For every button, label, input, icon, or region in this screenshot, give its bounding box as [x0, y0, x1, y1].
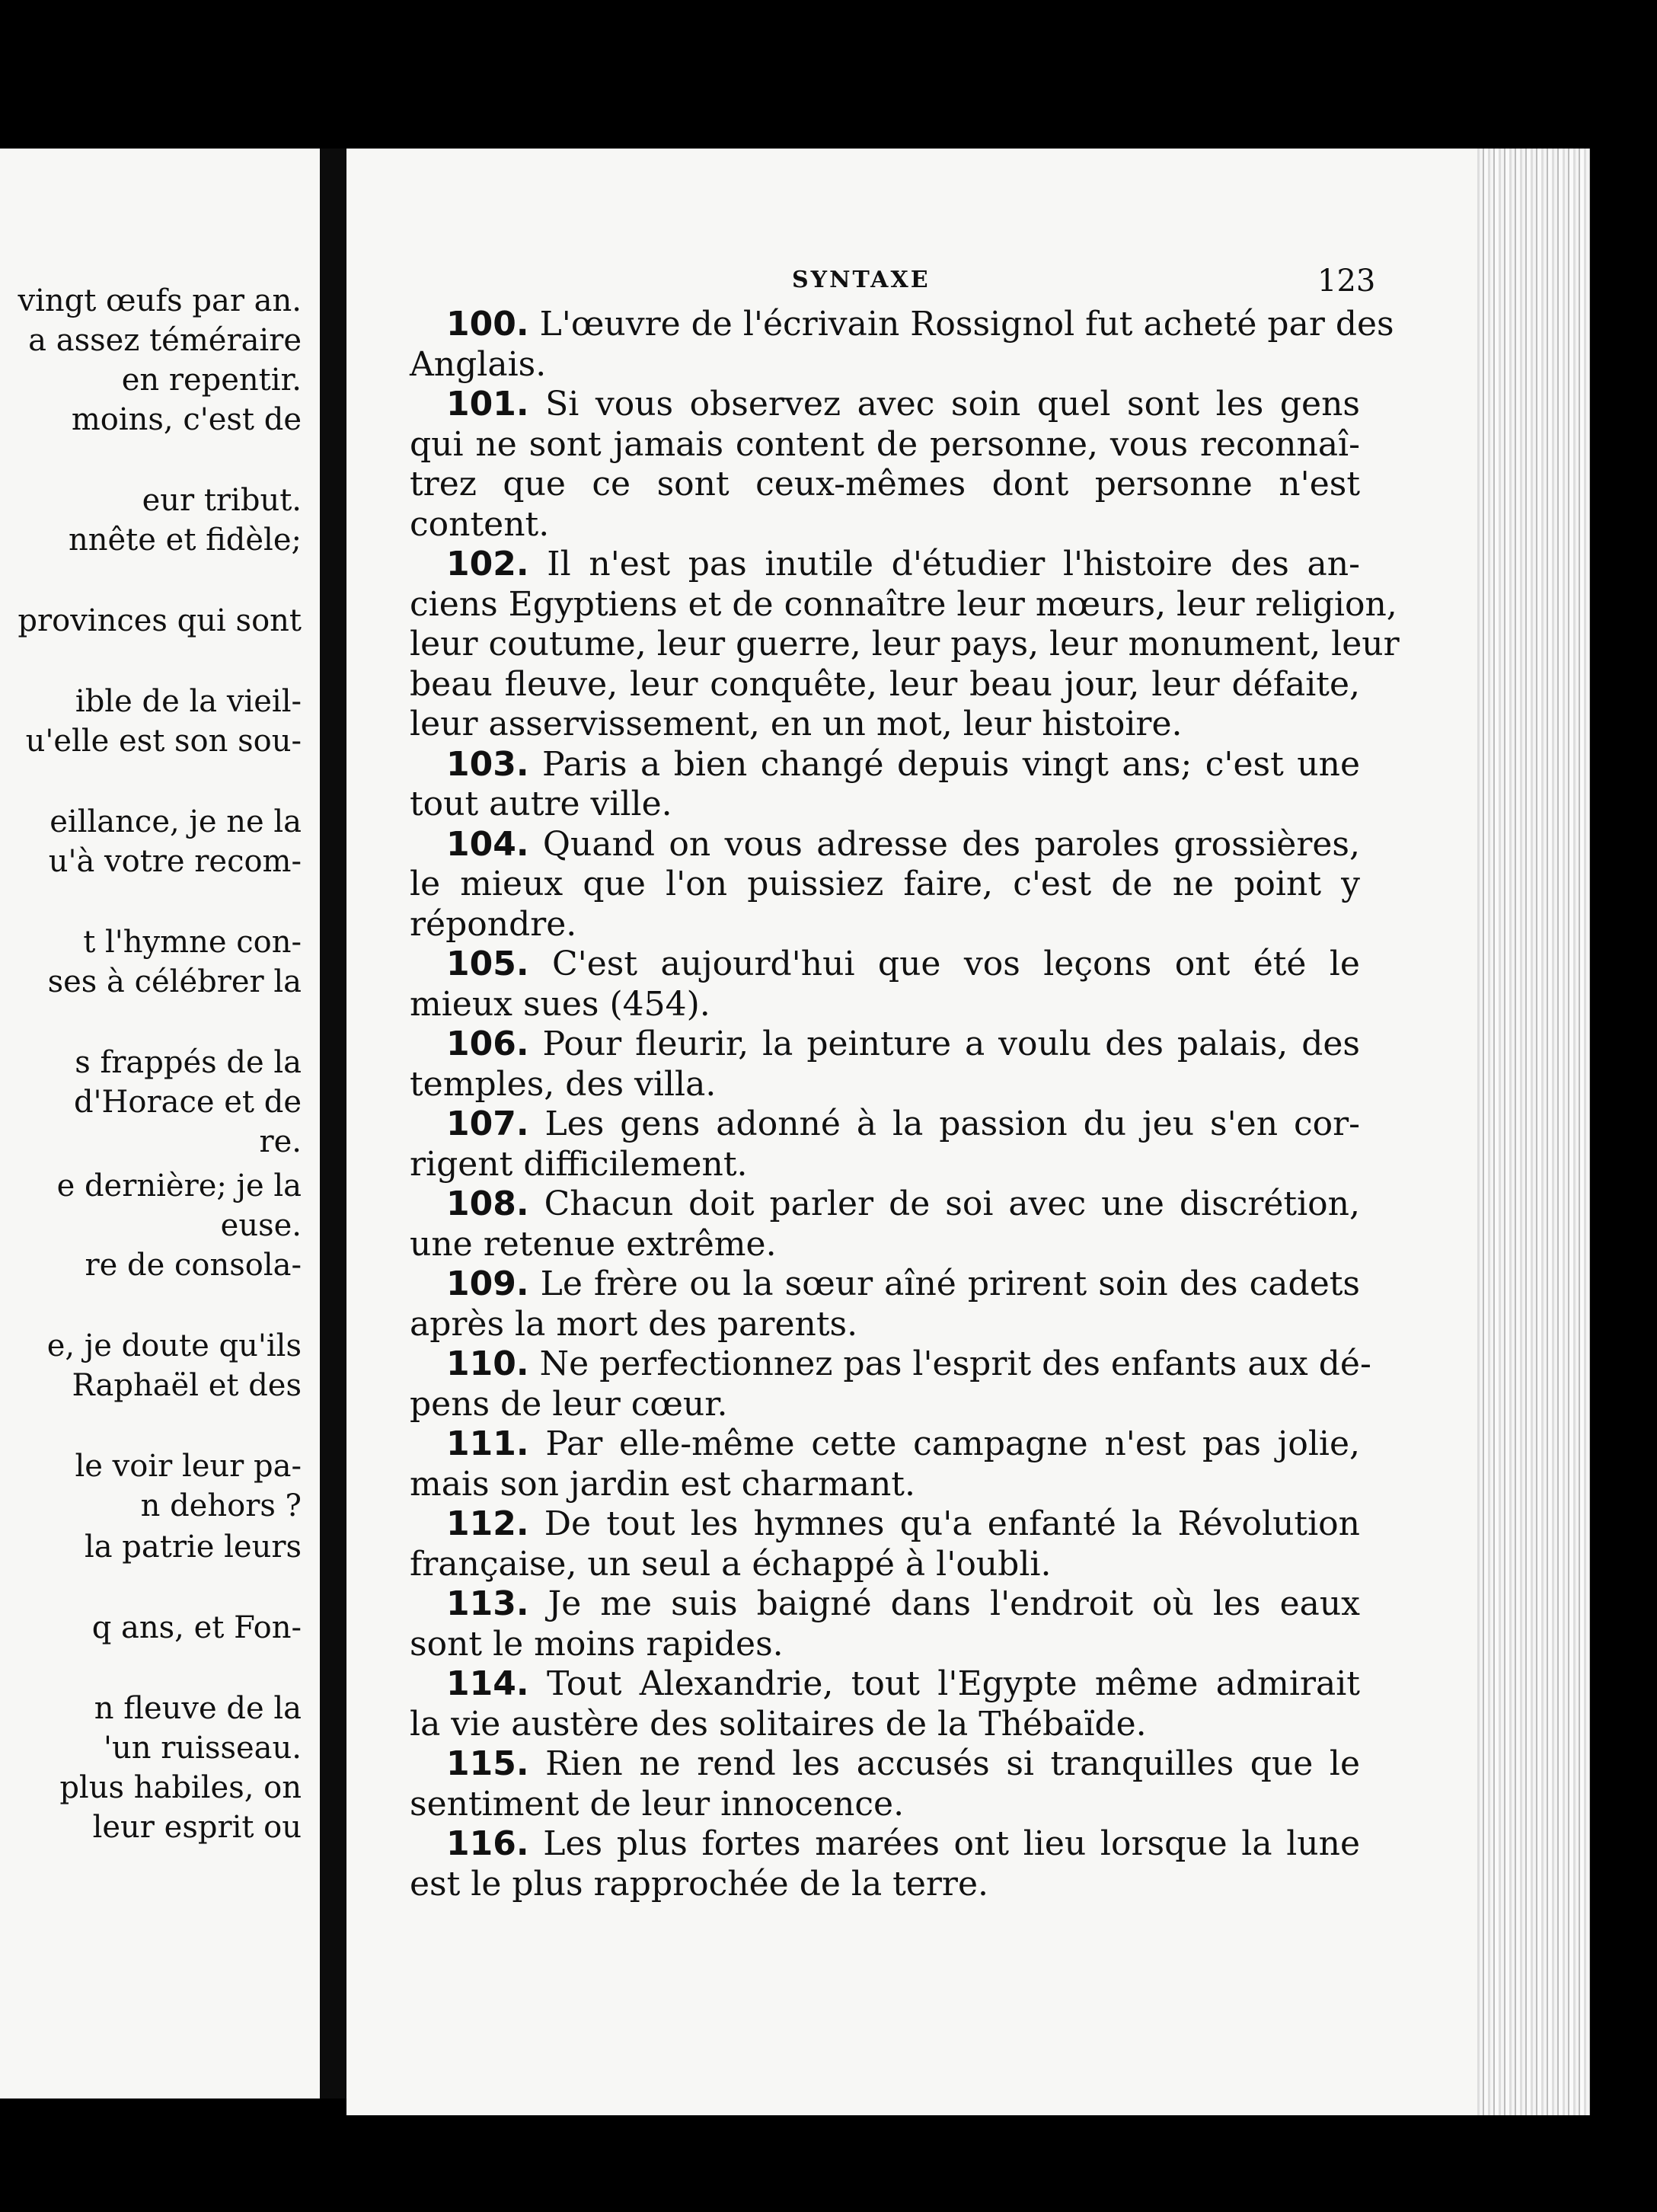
exercise-line [410, 465, 1360, 504]
exercise-text: L'œuvre de l'écrivain Rossignol fut acheté par des [539, 305, 1394, 344]
left-page-line: en repentir. [121, 363, 302, 398]
exercise-first-line [446, 1024, 1360, 1064]
left-page-line: n fleuve de la [94, 1691, 302, 1726]
left-page-line: vingt œufs par an. [18, 283, 302, 318]
exercise-text: le mieux que l'on puissiez faire, c'est de ne point y [410, 865, 1360, 903]
exercise-line [410, 1145, 1360, 1184]
left-page-line: la patrie leurs [84, 1530, 302, 1565]
left-page-line: a assez téméraire [28, 323, 302, 358]
running-head: SYNTAXE [792, 267, 931, 293]
exercise-line [410, 505, 1360, 545]
exercise-number: 104. [446, 825, 529, 864]
exercise-text: Les plus fortes marées ont lieu lorsque la lune [543, 1824, 1360, 1863]
exercise-text: sentiment de leur innocence. [410, 1785, 905, 1824]
exercise-text: Ne perfectionnez pas l'esprit des enfants aux dé- [539, 1344, 1371, 1383]
exercise-text: mieux sues (454). [410, 985, 710, 1024]
exercise-text: Par elle-même cette campagne n'est pas jolie, [545, 1424, 1360, 1463]
exercise-first-line [446, 1824, 1360, 1864]
exercise-first-line [446, 1344, 1371, 1384]
left-page-line: u'elle est son sou- [25, 724, 302, 759]
book-gutter [320, 149, 350, 2099]
exercise-number: 102. [446, 545, 529, 583]
exercise-text: content. [410, 505, 550, 544]
exercise-line [410, 425, 1360, 465]
exercise-line [410, 1225, 1360, 1264]
left-page-line: eillance, je ne la [49, 804, 302, 839]
exercise-first-line [446, 545, 1360, 584]
exercise-text: tout autre ville. [410, 785, 672, 823]
exercise-line [410, 785, 1360, 824]
exercise-text: pens de leur cœur. [410, 1385, 728, 1424]
exercise-number: 110. [446, 1344, 529, 1383]
left-page-line: 'un ruisseau. [104, 1731, 302, 1766]
page-number: 123 [1317, 264, 1376, 299]
exercise-line [410, 1065, 1360, 1104]
exercise-line [410, 1465, 1360, 1504]
exercise-text: temples, des villa. [410, 1065, 717, 1104]
exercise-line [410, 1625, 1360, 1664]
exercise-number: 115. [446, 1744, 529, 1783]
left-page-line: q ans, et Fon- [91, 1610, 302, 1645]
exercise-number: 108. [446, 1184, 529, 1223]
exercise-text: répondre. [410, 905, 577, 944]
exercise-number: 100. [446, 305, 529, 344]
exercise-number: 114. [446, 1664, 529, 1703]
exercise-first-line [446, 1504, 1360, 1544]
exercise-text: Anglais. [410, 345, 547, 384]
exercise-text: leur coutume, leur guerre, leur pays, leur monument, leur [410, 625, 1400, 663]
exercise-line [410, 1545, 1360, 1584]
exercise-number: 101. [446, 385, 529, 424]
exercise-text: Tout Alexandrie, tout l'Egypte même admirait [546, 1664, 1360, 1703]
exercise-line [410, 345, 1360, 385]
left-page-line: e, je doute qu'ils [46, 1328, 302, 1363]
exercise-line [410, 585, 1397, 625]
exercise-first-line [446, 1184, 1360, 1224]
left-page-line: plus habiles, on [59, 1770, 302, 1805]
left-page [0, 149, 324, 2099]
exercise-text: leur asservissement, en un mot, leur histoire. [410, 705, 1183, 743]
exercise-text: Si vous observez avec soin quel sont les gens [545, 385, 1360, 424]
exercise-text: ciens Egyptiens et de connaître leur mœurs, leur religion, [410, 585, 1397, 624]
left-page-line: u'à votre recom- [48, 844, 302, 879]
exercise-text: la vie austère des solitaires de la Thébaïde. [410, 1705, 1147, 1744]
exercise-number: 109. [446, 1264, 529, 1303]
exercise-text: trez que ce sont ceux-mêmes dont personne n'est [410, 465, 1360, 503]
left-page-line: eur tribut. [142, 483, 302, 518]
left-page-line: re. [259, 1124, 302, 1159]
exercise-text: est le plus rapprochée de la terre. [410, 1865, 988, 1904]
exercise-text: Il n'est pas inutile d'étudier l'histoire des an- [547, 545, 1360, 583]
exercise-text: une retenue extrême. [410, 1225, 777, 1264]
exercise-first-line [446, 1424, 1360, 1464]
left-page-line: e dernière; je la [56, 1168, 302, 1203]
exercise-first-line [446, 1104, 1360, 1144]
exercise-number: 107. [446, 1104, 529, 1143]
exercise-first-line [446, 945, 1360, 984]
left-page-line: d'Horace et de [73, 1085, 302, 1120]
exercise-number: 105. [446, 945, 529, 983]
exercise-first-line [446, 1264, 1360, 1304]
exercise-number: 111. [446, 1424, 529, 1463]
exercise-text: Je me suis baigné dans l'endroit où les eaux [548, 1584, 1360, 1623]
left-page-line: Raphaël et des [72, 1368, 302, 1403]
exercise-text: qui ne sont jamais content de personne, vous reconnaî- [410, 425, 1360, 464]
exercise-number: 106. [446, 1024, 529, 1063]
page-edge [1477, 149, 1590, 2115]
exercise-text: Rien ne rend les accusés si tranquilles que le [545, 1744, 1360, 1783]
exercise-line [410, 1385, 1360, 1424]
exercise-text: Les gens adonné à la passion du jeu s'en cor- [544, 1104, 1360, 1143]
exercise-first-line [446, 1664, 1360, 1704]
exercise-text: rigent difficilement. [410, 1145, 748, 1184]
exercise-text: Paris a bien changé depuis vingt ans; c'est une [542, 745, 1360, 784]
exercise-first-line [446, 1744, 1360, 1784]
exercise-text: Pour fleurir, la peinture a voulu des palais, des [542, 1024, 1360, 1063]
left-page-line: euse. [220, 1208, 302, 1243]
exercise-line [410, 1785, 1360, 1824]
exercise-first-line [446, 385, 1360, 424]
left-page-line: le voir leur pa- [75, 1449, 302, 1484]
exercise-line [410, 625, 1400, 664]
exercise-text: après la mort des parents. [410, 1305, 858, 1344]
exercise-line [410, 705, 1360, 744]
exercise-line [410, 905, 1360, 945]
exercise-line [410, 1305, 1360, 1344]
exercise-number: 112. [446, 1504, 529, 1543]
left-page-line: ible de la vieil- [75, 684, 302, 719]
exercise-number: 103. [446, 745, 529, 784]
exercise-first-line [446, 1584, 1360, 1624]
exercise-line [410, 1705, 1360, 1744]
exercise-line [410, 985, 1360, 1024]
left-page-line: ses à célébrer la [47, 964, 302, 999]
exercise-text: C'est aujourd'hui que vos leçons ont été le [551, 945, 1360, 983]
exercise-text: sont le moins rapides. [410, 1625, 784, 1664]
exercise-text: Chacun doit parler de soi avec une discrétion, [544, 1184, 1360, 1223]
exercise-line [410, 665, 1360, 705]
left-page-line: moins, c'est de [71, 402, 302, 437]
left-page-line: n dehors ? [140, 1488, 302, 1523]
left-page-line: provinces qui sont [18, 603, 302, 638]
exercise-text: beau fleuve, leur conquête, leur beau jour, leur défaite, [410, 665, 1360, 704]
exercise-line [410, 865, 1360, 904]
left-page-line: t l'hymne con- [83, 925, 302, 960]
left-page-line: leur esprit ou [92, 1810, 302, 1845]
exercise-text: mais son jardin est charmant. [410, 1465, 915, 1504]
exercise-text: De tout les hymnes qu'a enfanté la Révolution [544, 1504, 1360, 1543]
left-page-line: re de consola- [85, 1248, 302, 1283]
exercise-text: française, un seul a échappé à l'oubli. [410, 1545, 1052, 1584]
exercise-text: Quand on vous adresse des paroles grossières, [542, 825, 1360, 864]
exercise-number: 116. [446, 1824, 529, 1863]
exercise-first-line [446, 305, 1394, 344]
exercise-number: 113. [446, 1584, 529, 1623]
exercise-first-line [446, 825, 1360, 865]
exercise-line [410, 1865, 1360, 1904]
left-page-line: s frappés de la [75, 1045, 302, 1080]
left-page-line: nnête et fidèle; [68, 523, 302, 558]
exercise-first-line [446, 745, 1360, 785]
exercise-text: Le frère ou la sœur aîné prirent soin des cadets [540, 1264, 1360, 1303]
